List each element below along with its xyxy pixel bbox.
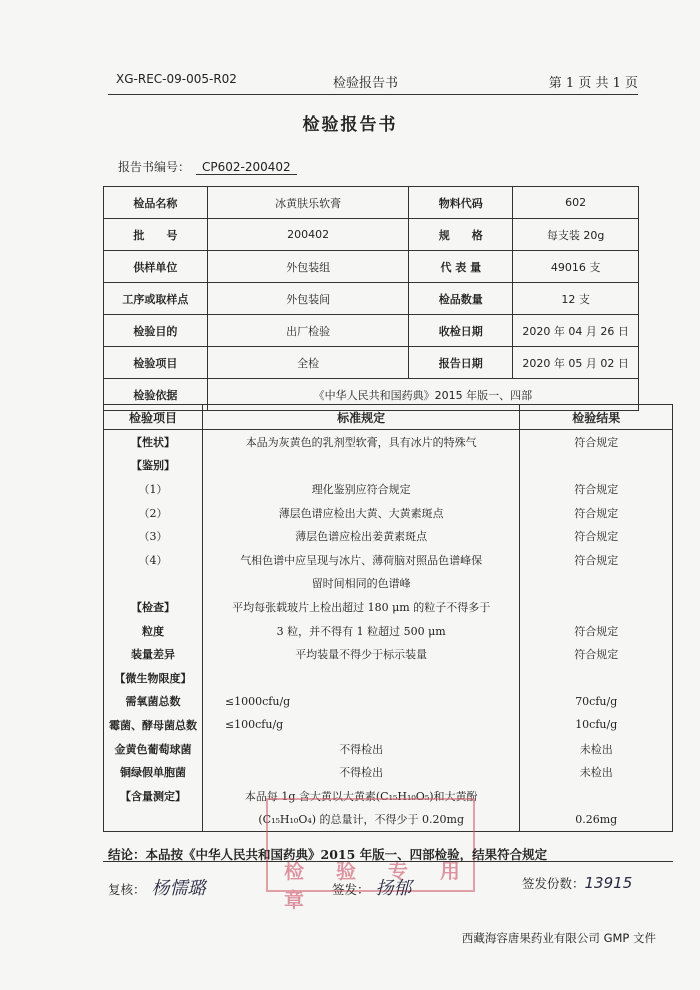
info-label: 报告日期 <box>409 347 513 379</box>
info-row <box>104 251 639 283</box>
test-item: 【微生物限度】 <box>104 666 203 690</box>
copies-issued <box>522 874 632 892</box>
info-value: 《中华人民共和国药典》2015 年版一、四部 <box>207 379 638 411</box>
test-standard: 不得检出 <box>202 760 520 784</box>
doc-code: XG-REC-09-005-R02 <box>116 72 237 86</box>
info-value: 出厂检验 <box>207 315 409 347</box>
info-value: 2020 年 05 月 02 日 <box>513 347 639 379</box>
result-row <box>104 595 673 619</box>
test-result: 未检出 <box>520 760 673 784</box>
test-item: 【含量测定】 <box>104 784 203 808</box>
result-row <box>104 666 673 690</box>
info-label: 物料代码 <box>409 187 513 219</box>
test-result <box>520 666 673 690</box>
info-label: 供样单位 <box>104 251 208 283</box>
test-result: 符合规定 <box>520 501 673 525</box>
test-item: 金黄色葡萄球菌 <box>104 737 203 761</box>
test-standard: 理化鉴别应符合规定 <box>202 477 520 501</box>
report-number-label: 报告书编号： <box>118 160 191 174</box>
result-row <box>104 454 673 478</box>
issuer-label: 签发： <box>332 882 370 897</box>
test-item: 装量差异 <box>104 642 203 666</box>
result-row <box>104 477 673 501</box>
info-row <box>104 219 639 251</box>
test-result: 0.26mg <box>520 808 673 832</box>
info-value: 全检 <box>207 347 409 379</box>
copies-value: 13915 <box>584 874 633 892</box>
reviewer-label: 复核： <box>108 882 146 897</box>
test-standard: (C₁₅H₁₀O₄) 的总量计，不得少于 0.20mg <box>202 808 520 832</box>
test-result: 符合规定 <box>520 642 673 666</box>
result-row <box>104 548 673 572</box>
company-footer: 西藏海容唐果药业有限公司 GMP 文件 <box>461 931 656 945</box>
test-standard: 本品为灰黄色的乳剂型软膏，具有冰片的特殊气 <box>202 430 520 454</box>
result-row <box>104 524 673 548</box>
test-item: 【检查】 <box>104 595 203 619</box>
test-item: 霉菌、酵母菌总数 <box>104 713 203 737</box>
test-standard: 本品每 1g 含大黄以大黄素(C₁₅H₁₀O₅)和大黄酚 <box>202 784 520 808</box>
test-result: 符合规定 <box>520 524 673 548</box>
test-result: 符合规定 <box>520 430 673 454</box>
results-header-row <box>104 405 673 430</box>
test-item: 粒度 <box>104 619 203 643</box>
info-value: 每支装 20g <box>513 219 639 251</box>
info-value: 200402 <box>207 219 409 251</box>
test-standard: ≤100cfu/g <box>202 713 520 737</box>
info-label: 收检日期 <box>409 315 513 347</box>
issuer-signature: 扬郁 <box>375 878 412 899</box>
info-row <box>104 315 639 347</box>
info-label: 检验目的 <box>104 315 208 347</box>
test-result: 符合规定 <box>520 619 673 643</box>
info-label: 检验依据 <box>104 379 208 411</box>
test-item: （3） <box>104 524 203 548</box>
test-standard: ≤1000cfu/g <box>202 690 520 714</box>
info-label: 检品名称 <box>104 187 208 219</box>
test-standard: 气相色谱中应呈现与冰片、薄荷脑对照品色谱峰保 <box>202 548 520 572</box>
test-item: 【鉴别】 <box>104 454 203 478</box>
conclusion: 结论：本品按《中华人民共和国药典》2015 年版一、四部检验，结果符合规定 <box>108 847 548 862</box>
reviewer-signature: 杨懦璐 <box>151 878 206 899</box>
issuer <box>332 874 412 900</box>
result-row <box>104 713 673 737</box>
info-row <box>104 347 639 379</box>
info-value: 2020 年 04 月 26 日 <box>513 315 639 347</box>
page-header <box>108 70 638 95</box>
header-title: 检验报告书 <box>333 76 399 91</box>
test-result: 未检出 <box>520 737 673 761</box>
info-label: 检验项目 <box>104 347 208 379</box>
test-result <box>520 572 673 596</box>
sample-info-table <box>103 186 639 411</box>
test-standard: 薄层色谱应检出大黄、大黄素斑点 <box>202 501 520 525</box>
test-result: 符合规定 <box>520 477 673 501</box>
stamp-text: 检 验 专 用 章 <box>284 859 492 912</box>
test-result: 符合规定 <box>520 548 673 572</box>
test-standard: 薄层色谱应检出姜黄素斑点 <box>202 524 520 548</box>
result-row <box>104 430 673 454</box>
info-label: 代 表 量 <box>409 251 513 283</box>
result-row <box>104 619 673 643</box>
col-header-item: 检验项目 <box>104 405 203 430</box>
col-header-standard: 标准规定 <box>202 405 520 430</box>
test-result <box>520 784 673 808</box>
test-item <box>104 808 203 832</box>
test-standard: 平均装量不得少于标示装量 <box>202 642 520 666</box>
reviewer <box>108 874 206 900</box>
result-row <box>104 642 673 666</box>
test-item: 需氧菌总数 <box>104 690 203 714</box>
result-row <box>104 572 673 596</box>
test-item: （1） <box>104 477 203 501</box>
results-table <box>103 404 673 832</box>
result-row <box>104 690 673 714</box>
info-value: 外包装组 <box>207 251 409 283</box>
page-indicator: 第 1 页 共 1 页 <box>548 76 638 91</box>
info-label: 工序或取样点 <box>104 283 208 315</box>
document-title: 检验报告书 <box>302 115 398 135</box>
result-row <box>104 737 673 761</box>
info-label: 批 号 <box>104 219 208 251</box>
info-value: 602 <box>513 187 639 219</box>
test-item: （4） <box>104 548 203 572</box>
test-standard: 平均每张载玻片上检出超过 180 μm 的粒子不得多于 <box>202 595 520 619</box>
copies-label: 签发份数： <box>522 876 585 891</box>
result-row <box>104 501 673 525</box>
test-standard <box>202 666 520 690</box>
conclusion-divider <box>103 861 673 862</box>
test-result <box>520 454 673 478</box>
info-label: 规 格 <box>409 219 513 251</box>
info-value: 49016 支 <box>513 251 639 283</box>
test-standard: 3 粒，并不得有 1 粒超过 500 μm <box>202 619 520 643</box>
test-result: 10cfu/g <box>520 713 673 737</box>
test-item <box>104 572 203 596</box>
test-item: （2） <box>104 501 203 525</box>
col-header-result: 检验结果 <box>520 405 673 430</box>
test-item: 【性状】 <box>104 430 203 454</box>
test-result: 70cfu/g <box>520 690 673 714</box>
report-number-value: CP602-200402 <box>196 160 297 175</box>
info-label: 检品数量 <box>409 283 513 315</box>
report-number <box>118 158 297 175</box>
info-value: 12 支 <box>513 283 639 315</box>
result-row <box>104 760 673 784</box>
info-value: 外包装间 <box>207 283 409 315</box>
test-standard: 不得检出 <box>202 737 520 761</box>
test-standard <box>202 454 520 478</box>
info-value: 冰黄肤乐软膏 <box>207 187 409 219</box>
test-item: 铜绿假单胞菌 <box>104 760 203 784</box>
test-standard: 留时间相同的色谱峰 <box>202 572 520 596</box>
info-row <box>104 187 639 219</box>
test-result <box>520 595 673 619</box>
info-row <box>104 283 639 315</box>
